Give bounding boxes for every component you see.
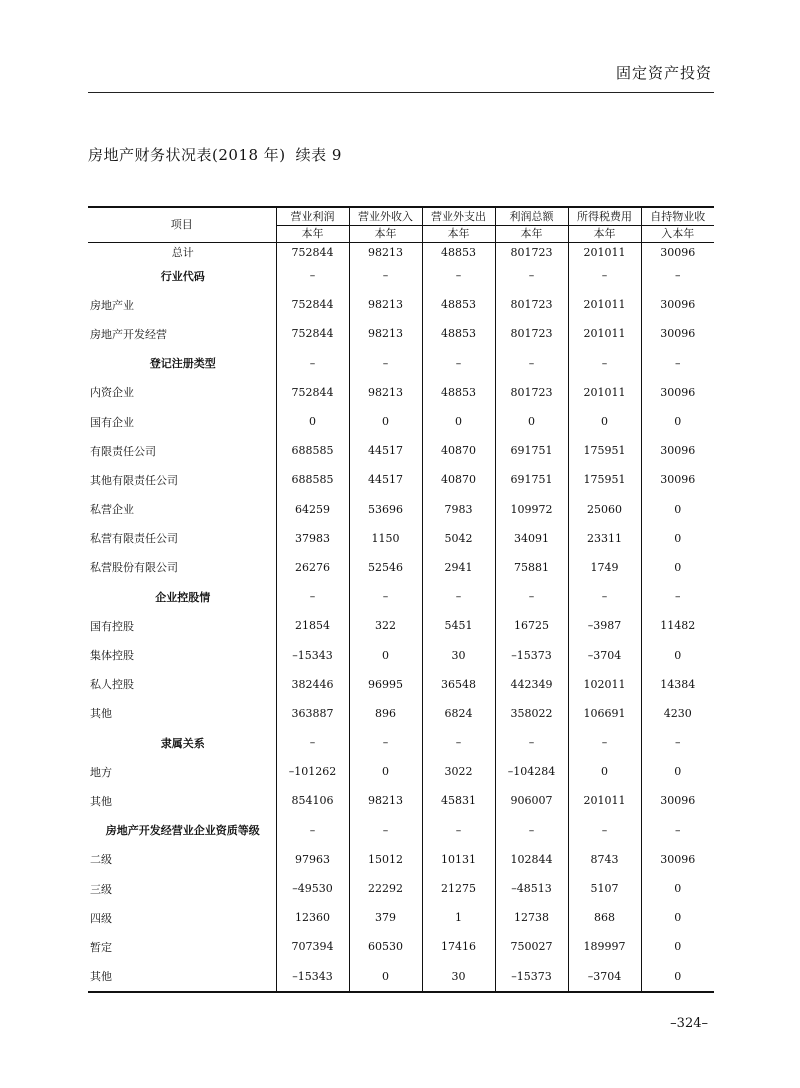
table-cell: 322 bbox=[349, 611, 422, 640]
table-cell: 379 bbox=[349, 903, 422, 932]
table-cell: 48853 bbox=[422, 319, 495, 348]
table-cell: – bbox=[422, 728, 495, 757]
column-header-non-operating-income: 营业外收入 本年 bbox=[349, 208, 422, 243]
table-cell: 30096 bbox=[641, 319, 714, 348]
table-cell: 801723 bbox=[495, 243, 568, 262]
column-header-income-tax: 所得税费用 本年 bbox=[568, 208, 641, 243]
table-cell: 0 bbox=[641, 962, 714, 992]
table-cell: 44517 bbox=[349, 465, 422, 494]
table-cell: 45831 bbox=[422, 786, 495, 815]
table-cell: – bbox=[276, 582, 349, 611]
table-cell: –48513 bbox=[495, 874, 568, 903]
table-cell: – bbox=[349, 728, 422, 757]
row-label: 私营股份有限公司 bbox=[90, 561, 178, 575]
row-label: 房地产业 bbox=[90, 298, 134, 312]
row-label: 三级 bbox=[90, 882, 112, 896]
table-cell: 21275 bbox=[422, 874, 495, 903]
table-cell: 12360 bbox=[276, 903, 349, 932]
table-title: 房地产财务状况表(2018 年) bbox=[88, 146, 286, 164]
table-cell: 98213 bbox=[349, 786, 422, 815]
table-cell: 98213 bbox=[349, 319, 422, 348]
table-cell: – bbox=[641, 261, 714, 290]
table-cell: 0 bbox=[641, 640, 714, 669]
table-cell: – bbox=[422, 816, 495, 845]
row-section-label: 隶属关系 bbox=[160, 736, 205, 750]
table-row bbox=[88, 378, 714, 407]
table-cell: 102011 bbox=[568, 670, 641, 699]
table-cell: 5451 bbox=[422, 611, 495, 640]
header-rule bbox=[88, 92, 714, 93]
table-cell: –101262 bbox=[276, 757, 349, 786]
table-row bbox=[88, 874, 714, 903]
row-label: 其他有限责任公司 bbox=[90, 473, 178, 487]
table-cell: 752844 bbox=[276, 319, 349, 348]
column-header-item: 项目 bbox=[88, 208, 276, 243]
table-cell: 0 bbox=[641, 903, 714, 932]
table-cell: 201011 bbox=[568, 786, 641, 815]
table-cell: 201011 bbox=[568, 243, 641, 262]
table-cell: 0 bbox=[641, 407, 714, 436]
table-cell: – bbox=[422, 261, 495, 290]
table-cell: 109972 bbox=[495, 495, 568, 524]
table-cell: 854106 bbox=[276, 786, 349, 815]
table-cell: 688585 bbox=[276, 436, 349, 465]
table-row bbox=[88, 786, 714, 815]
table-cell: 0 bbox=[568, 407, 641, 436]
table-cell: 752844 bbox=[276, 290, 349, 319]
column-header-operating-profit: 营业利润 本年 bbox=[276, 208, 349, 243]
table-cell: 30 bbox=[422, 962, 495, 992]
table-cell: 6824 bbox=[422, 699, 495, 728]
table-row bbox=[88, 845, 714, 874]
table-cell: –15343 bbox=[276, 640, 349, 669]
table-cell: 25060 bbox=[568, 495, 641, 524]
row-label: 其他 bbox=[88, 962, 276, 992]
row-label: 国有控股 bbox=[90, 619, 134, 633]
table-cell: – bbox=[349, 816, 422, 845]
table-cell: 0 bbox=[641, 874, 714, 903]
table-cell: 750027 bbox=[495, 932, 568, 961]
table-cell: 201011 bbox=[568, 290, 641, 319]
table-cell: 12738 bbox=[495, 903, 568, 932]
table-cell: – bbox=[641, 582, 714, 611]
table-cell: 0 bbox=[641, 495, 714, 524]
table-cell: –15373 bbox=[495, 962, 568, 992]
table-cell: – bbox=[495, 816, 568, 845]
table-row bbox=[88, 962, 714, 992]
table-cell: – bbox=[495, 582, 568, 611]
table-cell: 48853 bbox=[422, 290, 495, 319]
table-cell: – bbox=[568, 349, 641, 378]
table-row bbox=[88, 495, 714, 524]
table-cell: 34091 bbox=[495, 524, 568, 553]
table-cell: 17416 bbox=[422, 932, 495, 961]
table-cell: 5107 bbox=[568, 874, 641, 903]
table-header-row bbox=[88, 208, 714, 243]
table-caption bbox=[88, 144, 342, 165]
table-cell: 0 bbox=[349, 757, 422, 786]
table-cell: 0 bbox=[641, 932, 714, 961]
table-cell: 906007 bbox=[495, 786, 568, 815]
row-section-label: 房地产开发经营业企业资质等级 bbox=[105, 824, 260, 838]
table-row bbox=[88, 290, 714, 319]
table-cell: 64259 bbox=[276, 495, 349, 524]
table-cell: –3987 bbox=[568, 611, 641, 640]
table-cell: 0 bbox=[422, 407, 495, 436]
table-cell: 189997 bbox=[568, 932, 641, 961]
table-cell: – bbox=[276, 349, 349, 378]
table-cell: 98213 bbox=[349, 378, 422, 407]
table-cell: – bbox=[422, 349, 495, 378]
table-cell: 4230 bbox=[641, 699, 714, 728]
table-cell: 691751 bbox=[495, 436, 568, 465]
row-label: 内资企业 bbox=[90, 386, 134, 400]
table-cell: 5042 bbox=[422, 524, 495, 553]
column-header-self-held-property-income: 自持物业收 入本年 bbox=[641, 208, 714, 243]
table-cell: 363887 bbox=[276, 699, 349, 728]
table-cell: – bbox=[495, 261, 568, 290]
table-row bbox=[88, 728, 714, 757]
table-cell: – bbox=[495, 349, 568, 378]
table-row bbox=[88, 465, 714, 494]
table-cell: 21854 bbox=[276, 611, 349, 640]
table-cell: – bbox=[422, 582, 495, 611]
table-cell: 175951 bbox=[568, 436, 641, 465]
table-row bbox=[88, 670, 714, 699]
table-cell: 11482 bbox=[641, 611, 714, 640]
table-cell: 0 bbox=[641, 524, 714, 553]
table-continuation: 续表 9 bbox=[295, 146, 342, 164]
row-label: 其他 bbox=[90, 707, 112, 721]
table-row bbox=[88, 436, 714, 465]
table-cell: 44517 bbox=[349, 436, 422, 465]
table-row bbox=[88, 261, 714, 290]
table-cell: – bbox=[349, 261, 422, 290]
table-cell: 382446 bbox=[276, 670, 349, 699]
table-cell: –3704 bbox=[568, 962, 641, 992]
table-cell: –49530 bbox=[276, 874, 349, 903]
table-cell: 1749 bbox=[568, 553, 641, 582]
table-cell: 0 bbox=[641, 757, 714, 786]
table-cell: 36548 bbox=[422, 670, 495, 699]
table-cell: 30096 bbox=[641, 378, 714, 407]
table-cell: 40870 bbox=[422, 465, 495, 494]
table-cell: 30096 bbox=[641, 290, 714, 319]
table-cell: – bbox=[276, 728, 349, 757]
table-row bbox=[88, 319, 714, 348]
page-number: –324– bbox=[670, 1016, 708, 1031]
table-cell: 22292 bbox=[349, 874, 422, 903]
table-row bbox=[88, 699, 714, 728]
table-cell: – bbox=[568, 261, 641, 290]
table-row bbox=[88, 903, 714, 932]
table-cell: 96995 bbox=[349, 670, 422, 699]
table-cell: 37983 bbox=[276, 524, 349, 553]
row-label: 地方 bbox=[90, 765, 112, 779]
table-cell: – bbox=[276, 816, 349, 845]
row-section-label: 登记注册类型 bbox=[149, 357, 216, 371]
table-cell: 30096 bbox=[641, 243, 714, 262]
row-label: 四级 bbox=[90, 911, 112, 925]
row-label: 二级 bbox=[90, 853, 112, 867]
table-cell: – bbox=[495, 728, 568, 757]
table-cell: 3022 bbox=[422, 757, 495, 786]
table-cell: 358022 bbox=[495, 699, 568, 728]
table-cell: 752844 bbox=[276, 243, 349, 262]
row-label: 房地产开发经营 bbox=[90, 327, 167, 341]
table-cell: 30 bbox=[422, 640, 495, 669]
table-cell: 0 bbox=[568, 757, 641, 786]
table-cell: 0 bbox=[349, 407, 422, 436]
table-cell: 7983 bbox=[422, 495, 495, 524]
table-row bbox=[88, 553, 714, 582]
table-cell: 688585 bbox=[276, 465, 349, 494]
row-label: 集体控股 bbox=[90, 649, 134, 663]
table-cell: 30096 bbox=[641, 465, 714, 494]
table-cell: 98213 bbox=[349, 243, 422, 262]
table-body bbox=[88, 243, 714, 992]
table-cell: 201011 bbox=[568, 378, 641, 407]
table-cell: 752844 bbox=[276, 378, 349, 407]
row-label: 有限责任公司 bbox=[90, 444, 156, 458]
table-cell: 8743 bbox=[568, 845, 641, 874]
table-cell: 691751 bbox=[495, 465, 568, 494]
table-cell: – bbox=[276, 261, 349, 290]
table-cell: – bbox=[568, 728, 641, 757]
row-label: 私营企业 bbox=[90, 503, 134, 517]
table-cell: 48853 bbox=[422, 378, 495, 407]
table-cell: 801723 bbox=[495, 290, 568, 319]
table-cell: 40870 bbox=[422, 436, 495, 465]
table-cell: 102844 bbox=[495, 845, 568, 874]
table-cell: –104284 bbox=[495, 757, 568, 786]
table-cell: –15343 bbox=[276, 962, 349, 992]
table-cell: 106691 bbox=[568, 699, 641, 728]
table-cell: – bbox=[641, 816, 714, 845]
table-cell: 201011 bbox=[568, 319, 641, 348]
table-cell: 15012 bbox=[349, 845, 422, 874]
table-cell: 30096 bbox=[641, 786, 714, 815]
row-label: 暂定 bbox=[90, 940, 112, 954]
table-cell: 175951 bbox=[568, 465, 641, 494]
table-cell: 801723 bbox=[495, 378, 568, 407]
table-cell: 0 bbox=[349, 640, 422, 669]
table-cell: 97963 bbox=[276, 845, 349, 874]
table-cell: 60530 bbox=[349, 932, 422, 961]
table-cell: 868 bbox=[568, 903, 641, 932]
table-cell: 48853 bbox=[422, 243, 495, 262]
table-cell: 14384 bbox=[641, 670, 714, 699]
table-cell: – bbox=[568, 816, 641, 845]
column-header-total-profit: 利润总额 本年 bbox=[495, 208, 568, 243]
row-label: 私人控股 bbox=[90, 678, 134, 692]
table-cell: 0 bbox=[349, 962, 422, 992]
table-cell: – bbox=[641, 728, 714, 757]
column-header-non-operating-expense: 营业外支出 本年 bbox=[422, 208, 495, 243]
table-cell: 75881 bbox=[495, 553, 568, 582]
table-cell: 30096 bbox=[641, 845, 714, 874]
table-row bbox=[88, 932, 714, 961]
table-row bbox=[88, 611, 714, 640]
table-cell: 801723 bbox=[495, 319, 568, 348]
table-cell: – bbox=[349, 582, 422, 611]
table-cell: 52546 bbox=[349, 553, 422, 582]
table-row bbox=[88, 349, 714, 378]
table-cell: –3704 bbox=[568, 640, 641, 669]
table-row bbox=[88, 243, 714, 262]
table-cell: 1 bbox=[422, 903, 495, 932]
row-label: 其他 bbox=[90, 794, 112, 808]
table-cell: 98213 bbox=[349, 290, 422, 319]
table-cell: 707394 bbox=[276, 932, 349, 961]
table-cell: 0 bbox=[495, 407, 568, 436]
table-cell: – bbox=[568, 582, 641, 611]
row-section-label: 行业代码 bbox=[160, 269, 205, 283]
table-row bbox=[88, 816, 714, 845]
table-row bbox=[88, 582, 714, 611]
row-section-label: 企业控股情 bbox=[155, 590, 211, 604]
table-cell: 442349 bbox=[495, 670, 568, 699]
table-row bbox=[88, 407, 714, 436]
row-label: 私营有限责任公司 bbox=[90, 532, 178, 546]
table-cell: –15373 bbox=[495, 640, 568, 669]
table-cell: 0 bbox=[641, 553, 714, 582]
table-cell: 26276 bbox=[276, 553, 349, 582]
table-row bbox=[88, 524, 714, 553]
section-title: 固定资产投资 bbox=[615, 64, 712, 82]
table-cell: 23311 bbox=[568, 524, 641, 553]
table-cell: 10131 bbox=[422, 845, 495, 874]
row-label: 国有企业 bbox=[90, 415, 134, 429]
financial-table bbox=[88, 206, 714, 993]
table-cell: 16725 bbox=[495, 611, 568, 640]
table-cell: – bbox=[349, 349, 422, 378]
table-cell: 0 bbox=[276, 407, 349, 436]
table-cell: 2941 bbox=[422, 553, 495, 582]
table-cell: 1150 bbox=[349, 524, 422, 553]
table-cell: – bbox=[641, 349, 714, 378]
table-cell: 896 bbox=[349, 699, 422, 728]
table-cell: 30096 bbox=[641, 436, 714, 465]
table-row bbox=[88, 757, 714, 786]
row-label: 总计 bbox=[171, 246, 194, 259]
table-cell: 53696 bbox=[349, 495, 422, 524]
table-row bbox=[88, 640, 714, 669]
